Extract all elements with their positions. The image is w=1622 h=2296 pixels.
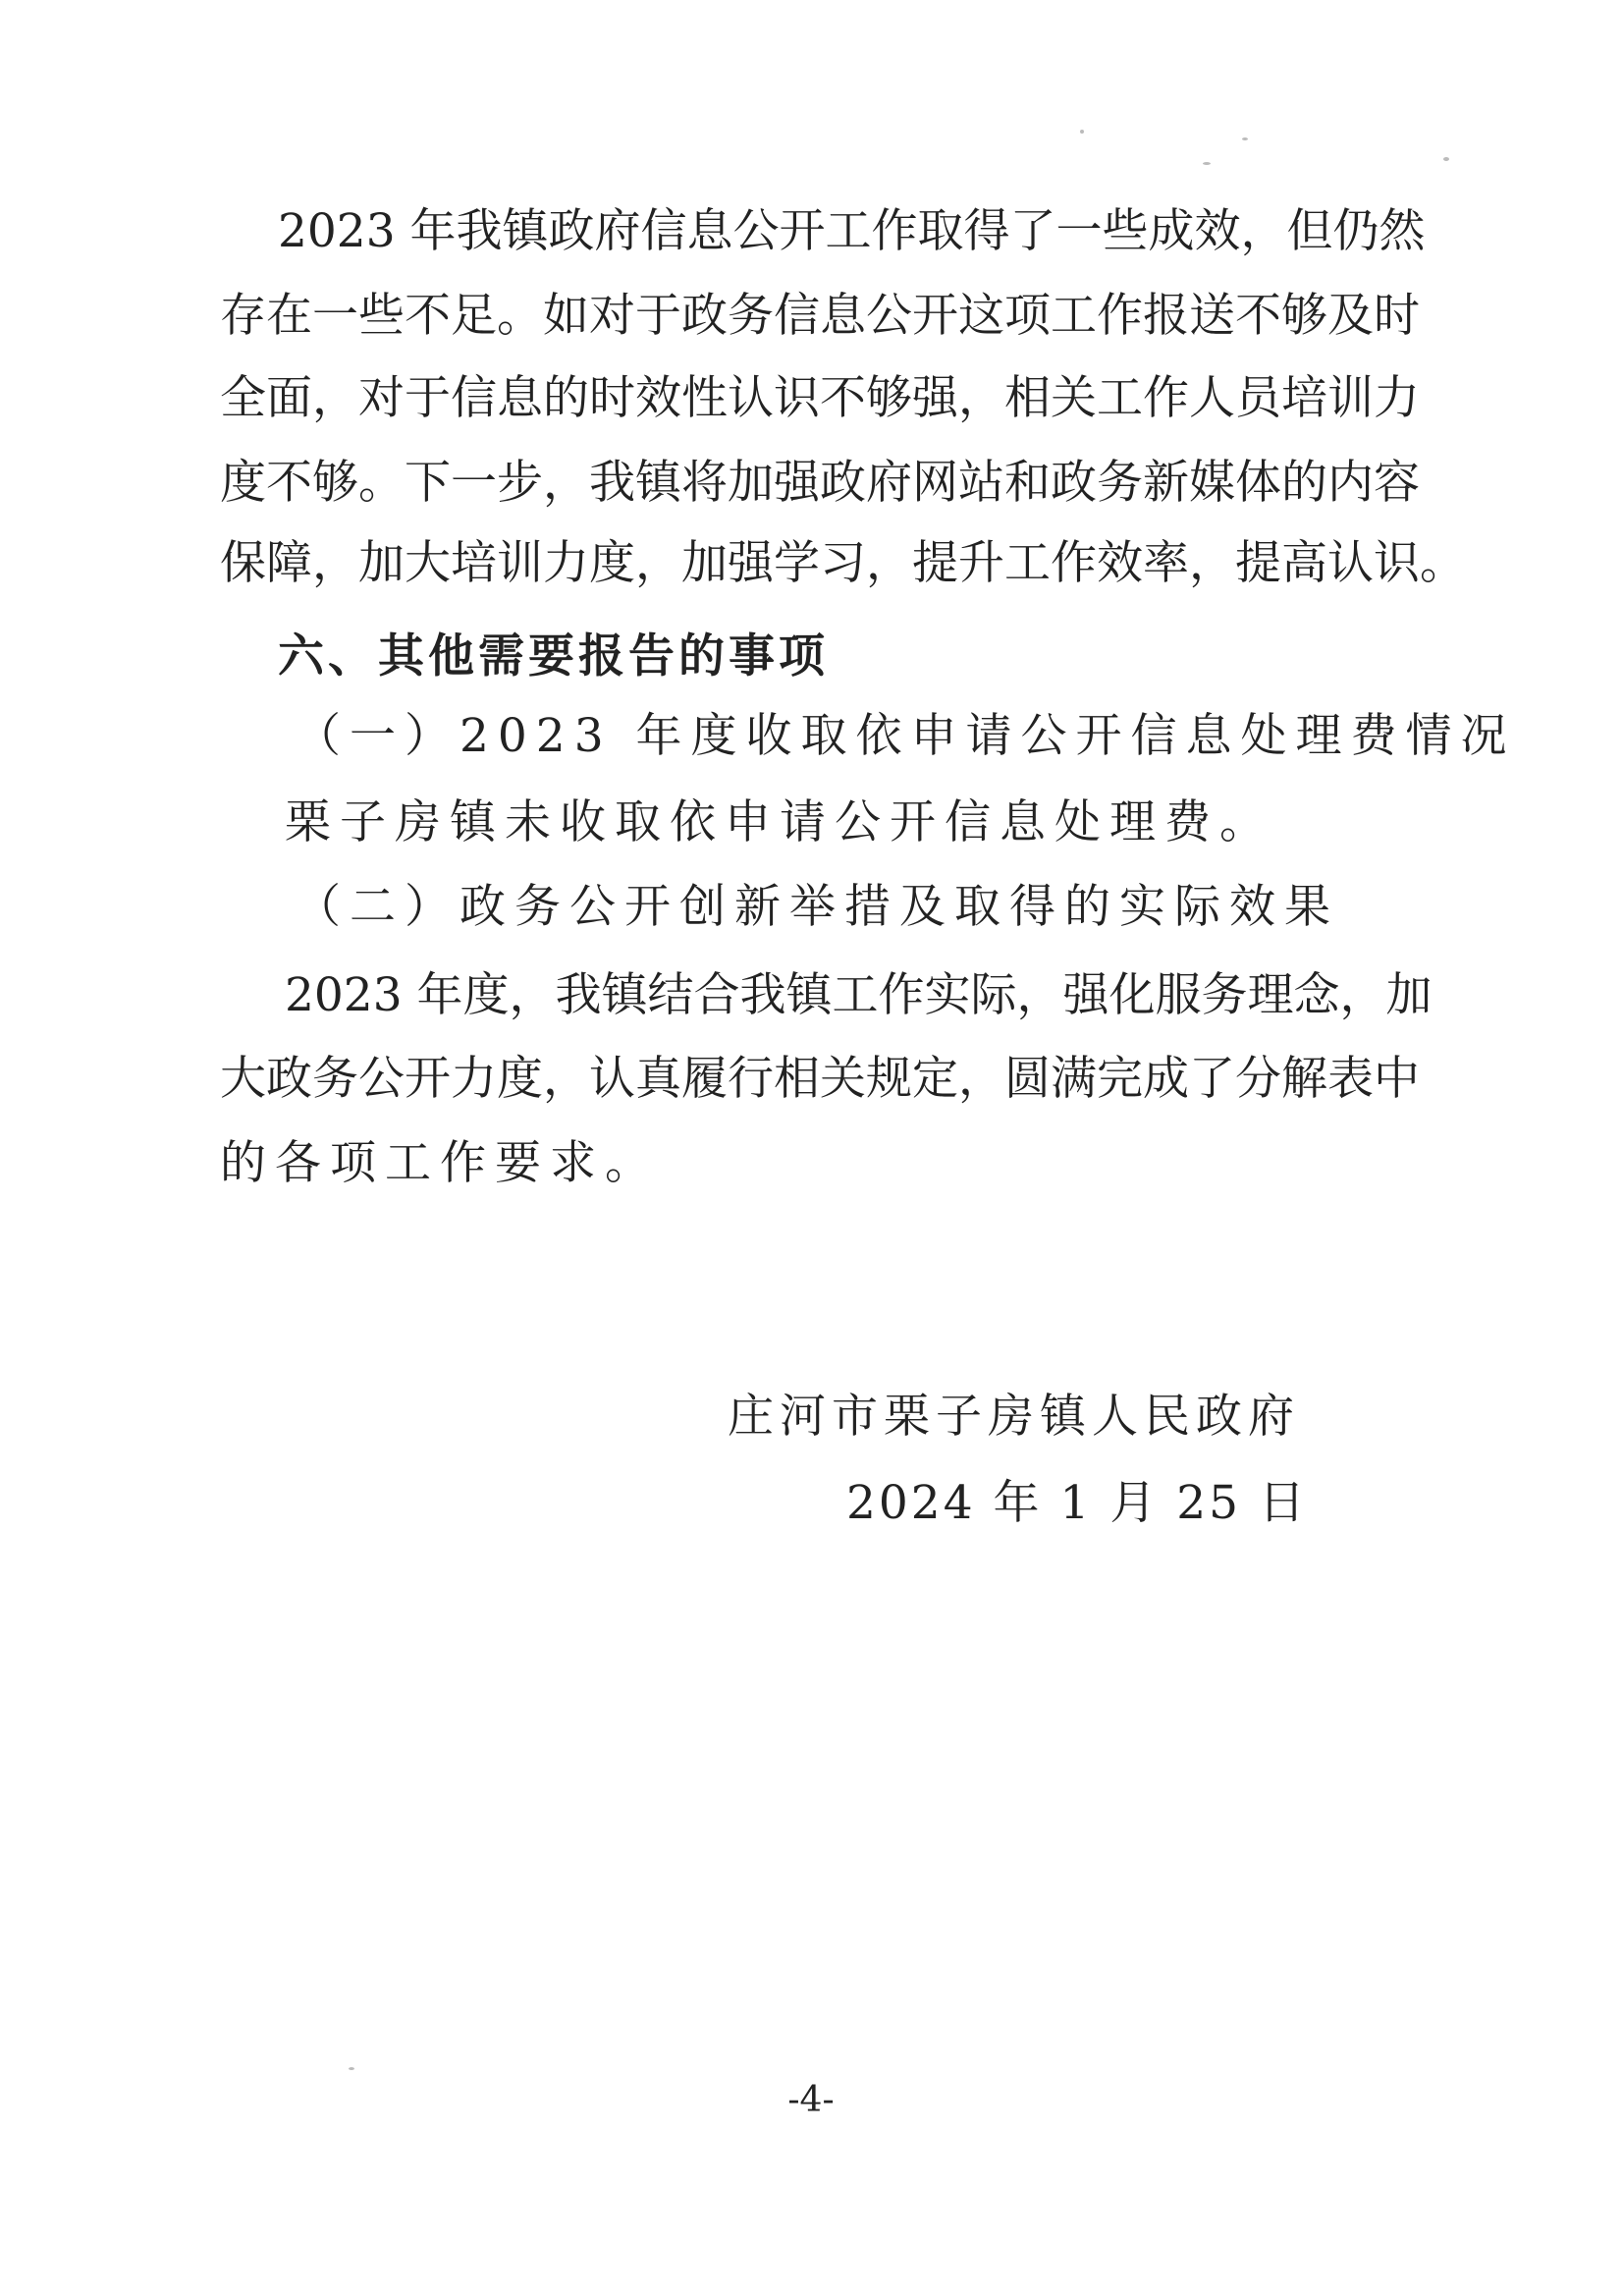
scan-speck [1203,162,1211,165]
paragraph-line: 大政务公开力度，认真履行相关规定，圆满完成了分解表中 [220,1052,1420,1106]
paragraph-line: 度不够。下一步，我镇将加强政府网站和政务新媒体的内容 [220,456,1420,510]
signature-date: 2024 年 1 月 25 日 [846,1476,1309,1530]
scan-speck [1080,130,1084,134]
paragraph-line: 保障，加大培训力度，加强学习，提升工作效率，提高认识。 [220,536,1466,590]
paragraph-line: 的各项工作要求。 [220,1136,660,1190]
subsection-text: 栗子房镇未收取依申请公开信息处理费。 [285,795,1274,849]
paragraph-line: 全面，对于信息的时效性认识不够强，相关工作人员培训力 [220,371,1420,425]
paragraph-line: 存在一些不足。如对于政务信息公开这项工作报送不够及时 [220,289,1420,343]
scan-speck [349,2067,354,2070]
scan-speck [1242,137,1248,140]
subsection-heading: （一）2023 年度收取依申请公开信息处理费情况 [295,709,1516,763]
scan-speck [1443,157,1449,161]
paragraph-line: 2023 年我镇政府信息公开工作取得了一些成效，但仍然 [278,204,1426,258]
paragraph-line: 2023 年度，我镇结合我镇工作实际，强化服务理念，加 [285,968,1433,1022]
page-number: -4- [787,2080,835,2120]
section-heading: 六、其他需要报告的事项 [278,629,829,683]
subsection-heading: （二）政务公开创新举措及取得的实际效果 [295,880,1339,934]
signature-organization: 庄河市栗子房镇人民政府 [728,1390,1300,1444]
